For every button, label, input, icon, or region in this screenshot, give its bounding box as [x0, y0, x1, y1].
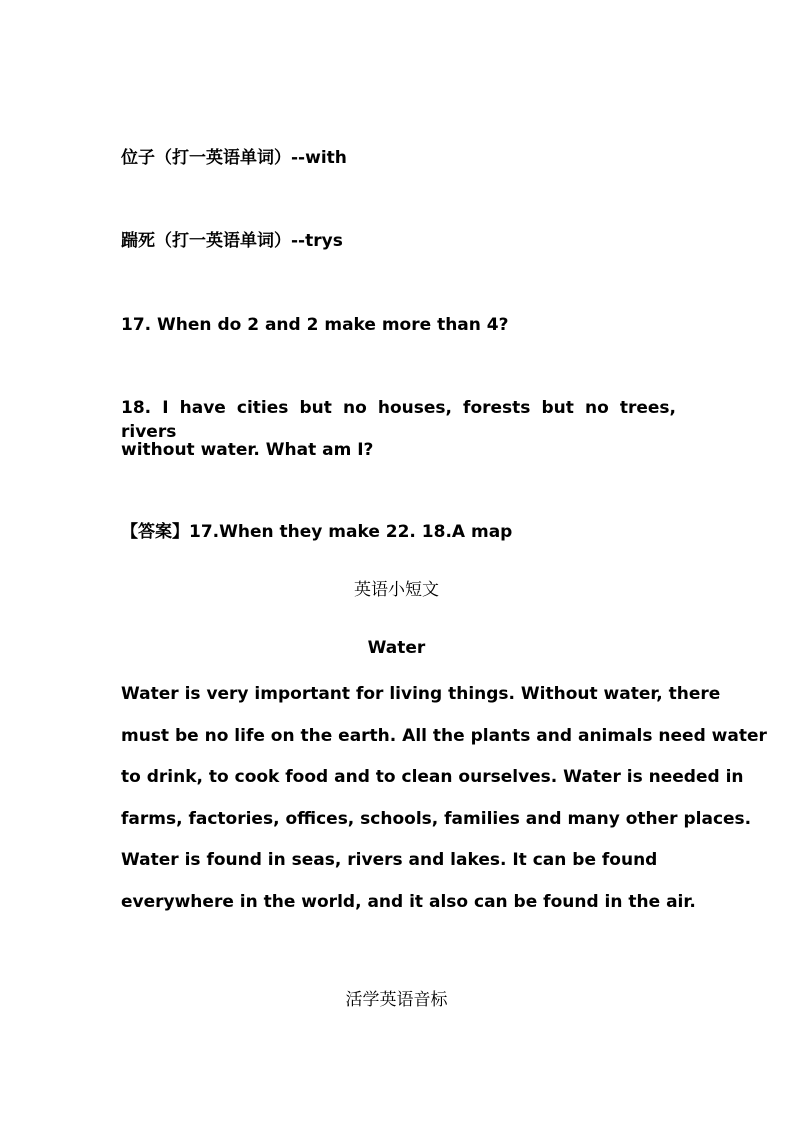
riddle-line-2: 踹死（打一英语单词）--trys	[121, 231, 343, 251]
essay-body	[121, 682, 767, 932]
essay-line: to drink, to cook food and to clean ourselves. Water is needed in	[121, 767, 744, 788]
question-18-line-1: 18. I have cities but no houses, forests but no trees, rivers	[121, 398, 676, 442]
essay-section-title: 英语小短文	[354, 580, 439, 600]
essay-line: Water is very important for living things. Without water, there	[121, 684, 721, 704]
answer-line: 【答案】17.When they make 22. 18.A map	[121, 522, 513, 542]
essay-title: Water	[367, 638, 426, 658]
next-section-title: 活学英语音标	[345, 990, 448, 1010]
question-18-line-2: without water. What am I?	[121, 440, 374, 460]
question-17: 17. When do 2 and 2 make more than 4?	[121, 315, 509, 335]
essay-line: everywhere in the world, and it also can be found in the air.	[121, 891, 696, 912]
essay-line: farms, factories, offices, schools, families and many other places.	[121, 808, 752, 829]
essay-line: Water is found in seas, rivers and lakes. It can be found	[121, 850, 658, 871]
essay-line: must be no life on the earth. All the plants and animals need water	[121, 725, 767, 746]
riddle-line-1: 位子（打一英语单词）--with	[121, 148, 347, 168]
